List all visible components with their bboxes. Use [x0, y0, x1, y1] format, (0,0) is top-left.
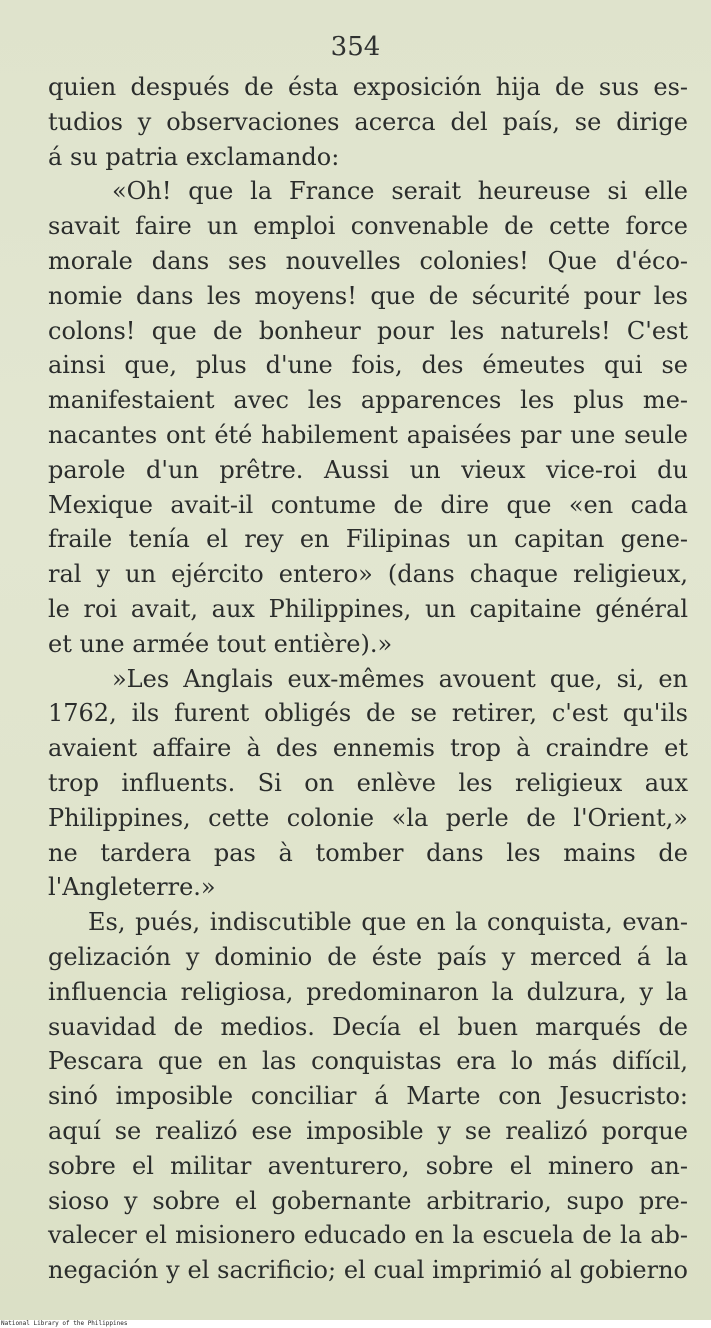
text-line: nomie dans les moyens! que de sécurité pour les: [48, 281, 688, 310]
text-line: quien después de ésta exposición hija de sus es-: [48, 73, 688, 101]
text-line: 1762, ils furent obligés de se retirer, c'est qu'ils: [48, 699, 688, 728]
text-line: ainsi que, plus d'une fois, des émeutes qui se: [48, 351, 688, 380]
text-line: sioso y sobre el gobernante arbitrario, supo pre-: [48, 1186, 688, 1215]
text-line: valecer el misionero educado en la escuela de la ab-: [48, 1221, 688, 1250]
text-line: Philippines, cette colonie «la perle de l'Orient,»: [48, 803, 688, 832]
text-line: parole d'un prêtre. Aussi un vieux vice-roi du: [48, 455, 688, 484]
text-line: manifestaient avec les apparences les plus me-: [48, 386, 688, 415]
body-text: [48, 70, 688, 1288]
text-line: tudios y observaciones acerca del país, se dirige: [48, 107, 688, 136]
text-line: negación y el sacrificio; el cual imprimió al gobierno: [48, 1256, 688, 1285]
page-number: 354: [330, 32, 381, 62]
text-line: avaient affaire à des ennemis trop à craindre et: [48, 734, 688, 763]
text-line: á su patria exclamando:: [48, 142, 340, 171]
text-line: influencia religiosa, predominaron la dulzura, y la: [48, 977, 688, 1006]
text-line: sobre el militar aventurero, sobre el minero an-: [48, 1151, 688, 1180]
text-line: »Les Anglais eux-mêmes avouent que, si, en: [112, 664, 688, 693]
text-line: colons! que de bonheur pour les naturels! C'est: [48, 316, 688, 345]
text-line: «Oh! que la France serait heureuse si elle: [112, 177, 688, 206]
text-line: trop influents. Si on enlève les religieux aux: [48, 768, 688, 797]
text-line: l'Angleterre.»: [48, 873, 216, 902]
text-line: fraile tenía el rey en Filipinas un capitan gene-: [48, 525, 688, 554]
text-line: gelización y dominio de éste país y merced á la: [48, 942, 688, 971]
text-line: suavidad de medios. Decía el buen marqués de: [48, 1012, 688, 1041]
text-line: ne tardera pas à tomber dans les mains de: [48, 838, 688, 867]
text-line: Pescara que en las conquistas era lo más difícil,: [48, 1047, 688, 1076]
text-line: savait faire un emploi convenable de cette force: [48, 212, 688, 241]
text-line: Es, pués, indiscutible que en la conquista, evan-: [88, 908, 688, 937]
text-line: ral y un ejército entero» (dans chaque religieux,: [48, 560, 688, 589]
text-line: morale dans ses nouvelles colonies! Que d'éco-: [48, 246, 688, 275]
library-footer: National Library of the Philippines: [0, 1320, 711, 1328]
text-line: aquí se realizó ese imposible y se realizó porque: [48, 1116, 688, 1145]
text-line: Mexique avait-il contume de dire que «en cada: [48, 490, 688, 519]
text-line: nacantes ont été habilement apaisées par une seule: [48, 420, 688, 449]
text-line: le roi avait, aux Philippines, un capitaine général: [48, 594, 688, 623]
text-line: et une armée tout entière).»: [48, 629, 393, 658]
text-line: sinó imposible conciliar á Marte con Jesucristo:: [48, 1082, 688, 1111]
